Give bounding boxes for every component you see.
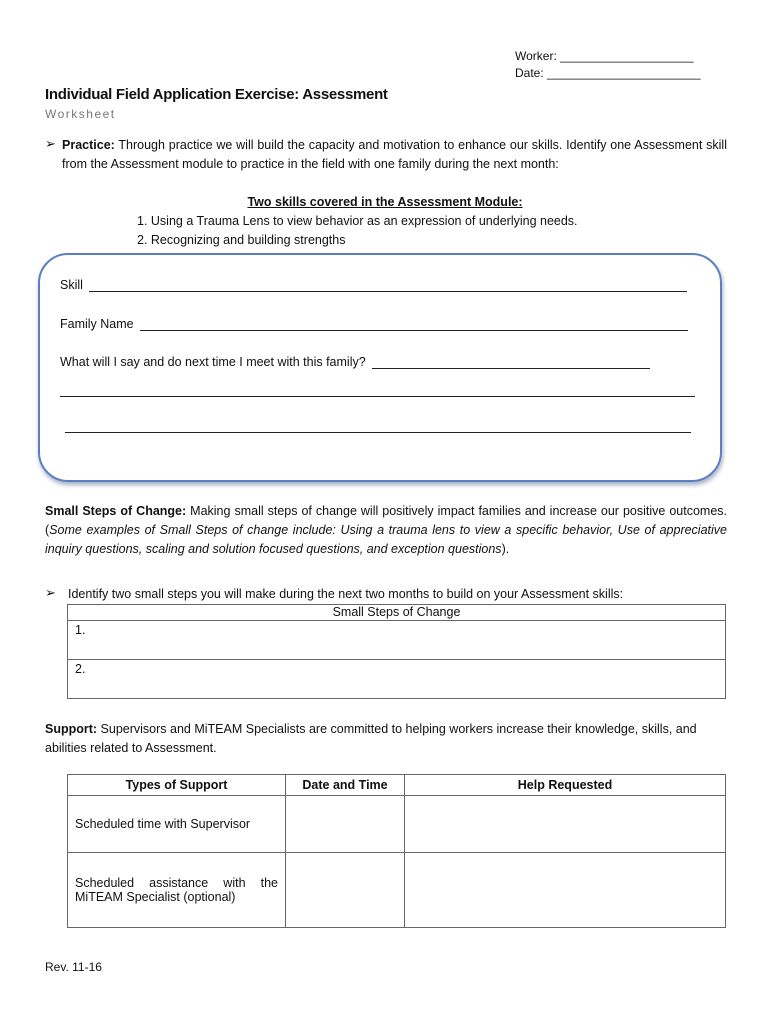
skill-field-row: [60, 277, 687, 292]
supervisor-date-cell[interactable]: [286, 796, 405, 853]
col-date-and-time: Date and Time: [286, 775, 405, 796]
small-steps-paragraph: [45, 502, 727, 559]
family-input-line[interactable]: [140, 316, 688, 331]
skill-input-line[interactable]: [89, 277, 687, 292]
date-line: Date: _______________________: [515, 66, 701, 80]
small-steps-examples: Some examples of Small Steps of change include: Using a trauma lens to view a specific behavior, Use of appreciative inquiry questions, scaling and solution focused questions, and exception questions: [45, 523, 727, 556]
practice-label: Practice:: [62, 138, 115, 152]
miteam-date-cell[interactable]: [286, 853, 405, 928]
col-help-requested: Help Requested: [405, 775, 726, 796]
support-type-miteam: Scheduled assistance with the MiTEAM Specialist (optional): [68, 853, 286, 928]
small-steps-end: ).: [501, 542, 510, 556]
miteam-help-cell[interactable]: [405, 853, 726, 928]
steps-row-2[interactable]: 2.: [68, 660, 726, 699]
skill-item: 2. Recognizing and building strengths: [137, 233, 346, 247]
skills-heading: Two skills covered in the Assessment Module:: [247, 195, 523, 209]
support-paragraph: [45, 720, 727, 758]
support-text: Supervisors and MiTEAM Specialists are committed to helping workers increase their knowledge, skills, and abilities related to Assessment.: [45, 722, 697, 755]
family-label: Family Name: [60, 317, 134, 331]
steps-table-header: Small Steps of Change: [68, 605, 726, 621]
question-label: What will I say and do next time I meet with this family?: [60, 355, 366, 369]
page-subtitle: Worksheet: [45, 107, 116, 121]
family-field-row: [60, 316, 688, 331]
arrow-bullet-icon: ➢: [45, 585, 56, 600]
col-types-of-support: Types of Support: [68, 775, 286, 796]
skill-label: Skill: [60, 278, 83, 292]
page-title: Individual Field Application Exercise: Assessment: [45, 86, 388, 103]
question-field-row: [60, 354, 650, 369]
small-steps-table: [67, 604, 726, 699]
practice-text: Through practice we will build the capacity and motivation to enhance our skills. Identify one Assessment skill from the Assessment module to practice in the field with one family during the next month:: [62, 138, 727, 171]
supervisor-help-cell[interactable]: [405, 796, 726, 853]
arrow-bullet-icon: ➢: [45, 136, 56, 151]
steps-row-1[interactable]: 1.: [68, 621, 726, 660]
support-table: [67, 774, 726, 928]
support-type-supervisor: Scheduled time with Supervisor: [68, 796, 286, 853]
small-steps-text: Making small steps of change will positively impact families and increase our positive outcomes. (: [45, 504, 727, 537]
practice-paragraph: [62, 136, 727, 174]
support-label: Support:: [45, 722, 98, 736]
answer-line[interactable]: [65, 432, 691, 433]
small-steps-label: Small Steps of Change:: [45, 504, 187, 518]
answer-line[interactable]: [60, 396, 695, 397]
revision-label: Rev. 11-16: [45, 960, 102, 974]
skill-item: 1. Using a Trauma Lens to view behavior as an expression of underlying needs.: [137, 214, 578, 228]
identify-instruction: Identify two small steps you will make during the next two months to build on your Assessment skills:: [68, 587, 624, 601]
question-input-line[interactable]: [372, 354, 650, 369]
worker-line: Worker: ____________________: [515, 49, 694, 63]
